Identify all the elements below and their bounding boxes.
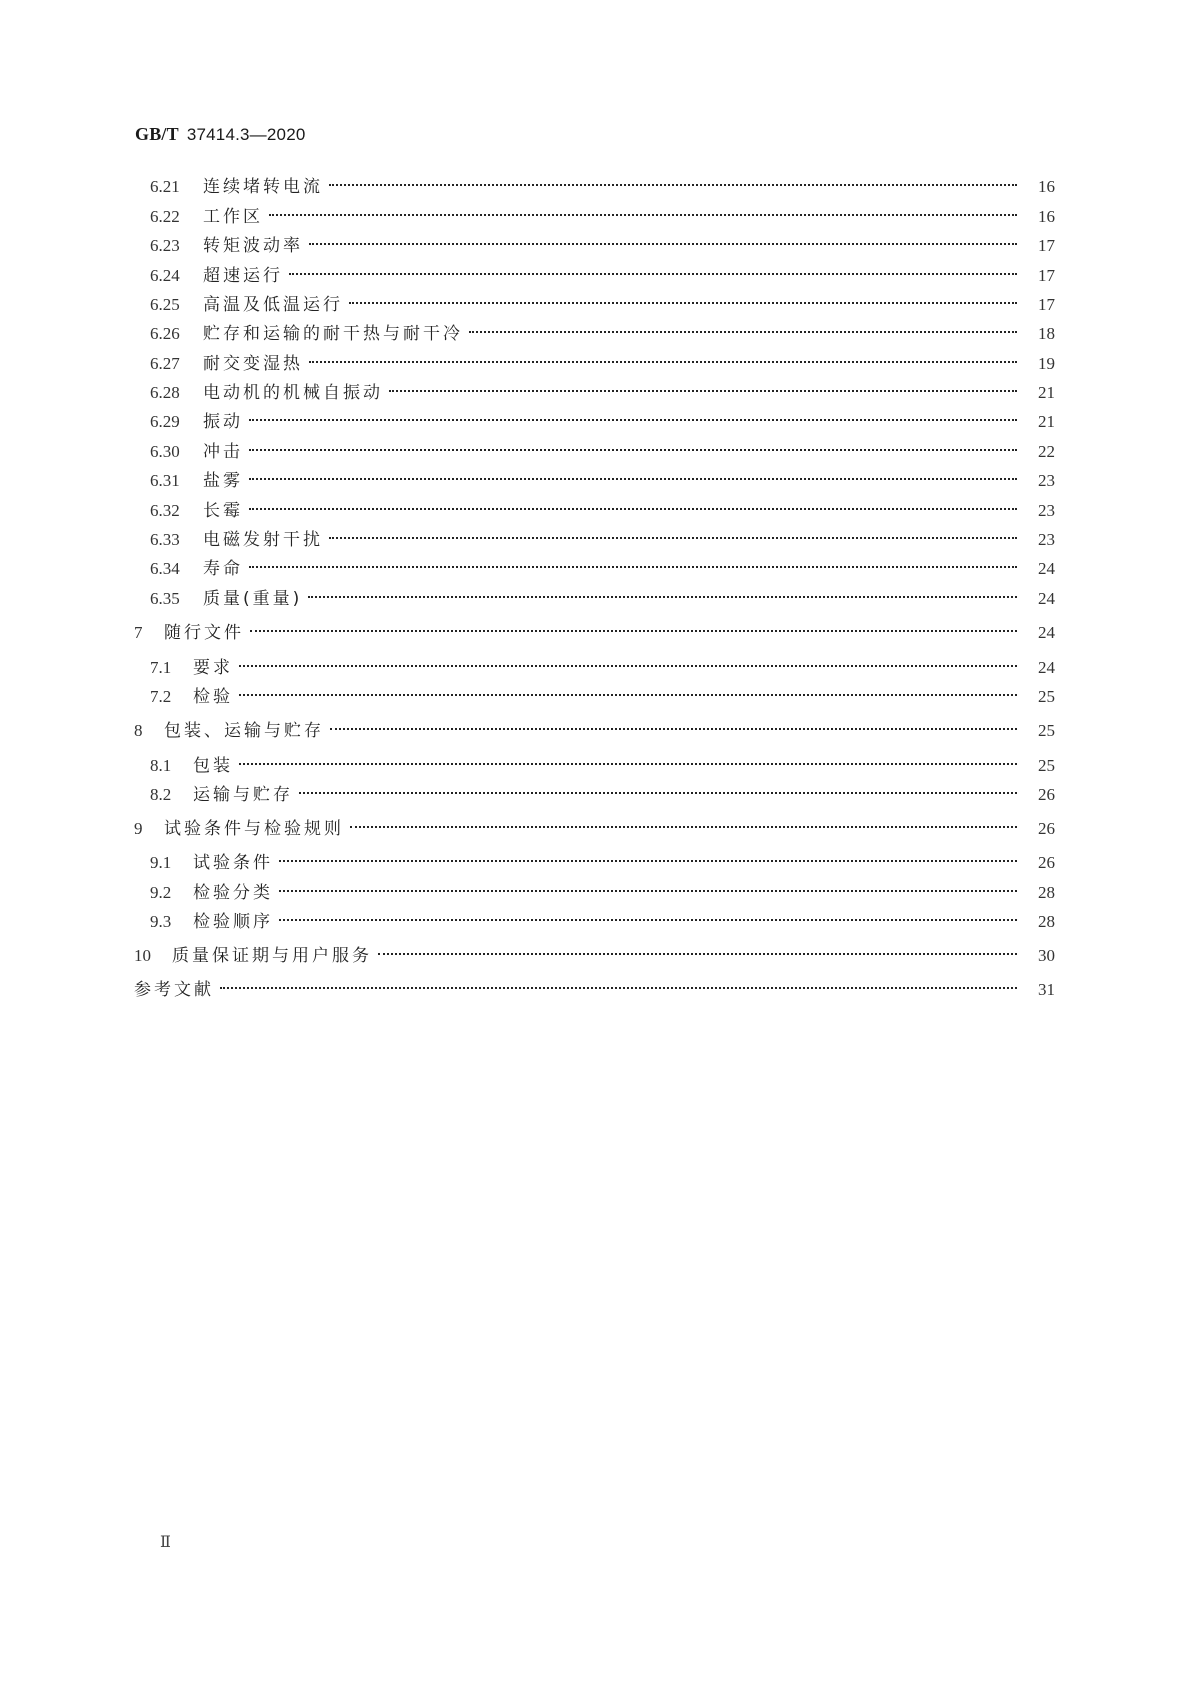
toc-section-title: 耐交变湿热	[203, 354, 303, 374]
toc-section-number: 6.33	[150, 530, 180, 549]
toc-section-number: 6.26	[150, 324, 180, 343]
toc-page-number: 23	[1038, 501, 1055, 520]
toc-page-number: 26	[1038, 785, 1055, 804]
toc-page-number: 16	[1038, 207, 1055, 226]
toc-dot-leader	[220, 973, 1017, 995]
toc-page-number: 21	[1038, 412, 1055, 431]
toc-section-title: 质量(重量)	[203, 589, 303, 609]
toc-page-number: 25	[1038, 756, 1055, 775]
toc-entry[interactable]	[150, 749, 1055, 777]
standard-prefix: GB/T	[135, 124, 179, 144]
toc-dot-leader	[239, 680, 1017, 702]
toc-section-number: 9	[134, 819, 143, 838]
toc-dot-leader	[289, 259, 1017, 281]
toc-section-title: 连续堵转电流	[203, 177, 323, 197]
toc-section-number: 8.1	[150, 756, 172, 775]
toc-entry[interactable]	[134, 812, 1055, 840]
toc-section-number: 6.27	[150, 354, 180, 373]
toc-page-number: 30	[1038, 946, 1055, 965]
toc-entry[interactable]	[150, 259, 1055, 287]
toc-section-number: 6.29	[150, 412, 180, 431]
toc-page-number: 17	[1038, 295, 1055, 314]
toc-section-number: 10	[134, 946, 151, 965]
toc-entry[interactable]	[150, 523, 1055, 551]
toc-page-number: 26	[1038, 819, 1055, 838]
toc-page-number: 24	[1038, 658, 1055, 677]
toc-entry[interactable]	[150, 876, 1055, 904]
toc-section-title: 包装	[193, 756, 233, 776]
toc-dot-leader	[249, 494, 1017, 516]
toc-entry[interactable]	[150, 229, 1055, 257]
toc-dot-leader	[249, 464, 1017, 486]
toc-page-number: 28	[1038, 912, 1055, 931]
toc-dot-leader	[249, 435, 1017, 457]
toc-page-number: 25	[1038, 687, 1055, 706]
toc-dot-leader	[279, 876, 1017, 898]
toc-section-number: 7.2	[150, 687, 172, 706]
toc-page-number: 22	[1038, 442, 1055, 461]
toc-page-number: 25	[1038, 721, 1055, 740]
toc-entry[interactable]	[150, 405, 1055, 433]
toc-dot-leader	[309, 229, 1017, 251]
toc-section-title: 转矩波动率	[203, 236, 303, 256]
toc-dot-leader	[279, 846, 1017, 868]
toc-dot-leader	[249, 405, 1017, 427]
toc-page-number: 23	[1038, 530, 1055, 549]
toc-dot-leader	[329, 170, 1017, 192]
toc-section-title: 要求	[193, 658, 233, 678]
toc-entry[interactable]	[150, 435, 1055, 463]
toc-section-number: 9.2	[150, 883, 172, 902]
toc-page-number: 24	[1038, 559, 1055, 578]
toc-entry[interactable]	[150, 846, 1055, 874]
toc-section-title: 检验顺序	[193, 912, 273, 932]
toc-entry[interactable]	[150, 905, 1055, 933]
toc-section-number: 9.3	[150, 912, 172, 931]
toc-section-number: 6.32	[150, 501, 180, 520]
toc-page-number: 18	[1038, 324, 1055, 343]
toc-section-title: 检验	[193, 687, 233, 707]
toc-section-number: 6.25	[150, 295, 180, 314]
document-header	[135, 124, 306, 145]
toc-section-number: 6.22	[150, 207, 180, 226]
toc-dot-leader	[378, 939, 1017, 961]
toc-section-title: 寿命	[203, 559, 243, 579]
toc-page-number: 24	[1038, 589, 1055, 608]
toc-dot-leader	[250, 616, 1017, 638]
toc-section-title: 工作区	[203, 207, 263, 227]
toc-dot-leader	[299, 778, 1017, 800]
toc-entry[interactable]	[150, 494, 1055, 522]
toc-entry[interactable]	[150, 317, 1055, 345]
toc-section-title: 运输与贮存	[193, 785, 293, 805]
toc-entry[interactable]	[150, 376, 1055, 404]
toc-entry[interactable]	[150, 778, 1055, 806]
toc-dot-leader	[279, 905, 1017, 927]
toc-section-title: 检验分类	[193, 883, 273, 903]
toc-section-number: 7	[134, 623, 143, 642]
toc-dot-leader	[308, 582, 1017, 604]
toc-dot-leader	[239, 749, 1017, 771]
toc-entry[interactable]	[150, 680, 1055, 708]
toc-section-number: 6.24	[150, 266, 180, 285]
toc-section-number: 6.23	[150, 236, 180, 255]
toc-dot-leader	[349, 288, 1017, 310]
toc-section-title: 贮存和运输的耐干热与耐干冷	[203, 324, 463, 344]
toc-entry[interactable]	[150, 582, 1055, 610]
toc-section-title: 高温及低温运行	[203, 295, 343, 315]
toc-section-title: 质量保证期与用户服务	[172, 946, 372, 966]
toc-entry[interactable]	[150, 170, 1055, 198]
toc-section-title: 试验条件与检验规则	[164, 819, 344, 839]
toc-section-title: 电动机的机械自振动	[203, 383, 383, 403]
toc-section-number: 6.21	[150, 177, 180, 196]
toc-page-number: 28	[1038, 883, 1055, 902]
toc-section-number: 7.1	[150, 658, 172, 677]
toc-section-number: 6.31	[150, 471, 180, 490]
toc-page-number: 24	[1038, 623, 1055, 642]
toc-section-title: 超速运行	[203, 266, 283, 286]
toc-entry[interactable]	[150, 552, 1055, 580]
toc-section-number: 6.30	[150, 442, 180, 461]
toc-section-title: 振动	[203, 412, 243, 432]
toc-section-title: 随行文件	[164, 623, 244, 643]
toc-dot-leader	[249, 552, 1017, 574]
toc-entry[interactable]	[134, 973, 1055, 1001]
toc-section-title: 试验条件	[193, 853, 273, 873]
page-number-footer: Ⅱ	[160, 1534, 171, 1551]
toc-dot-leader	[269, 200, 1017, 222]
toc-entry[interactable]	[134, 616, 1055, 644]
toc-section-title: 盐雾	[203, 471, 243, 491]
toc-dot-leader	[350, 812, 1017, 834]
toc-page-number: 21	[1038, 383, 1055, 402]
toc-dot-leader	[389, 376, 1017, 398]
toc-dot-leader	[309, 347, 1017, 369]
toc-section-number: 8.2	[150, 785, 172, 804]
toc-entry[interactable]	[150, 200, 1055, 228]
toc-page-number: 26	[1038, 853, 1055, 872]
toc-section-title: 电磁发射干扰	[203, 530, 323, 550]
toc-entry[interactable]	[150, 651, 1055, 679]
toc-entry[interactable]	[134, 714, 1055, 742]
toc-section-number: 6.28	[150, 383, 180, 402]
toc-section-title: 参考文献	[134, 980, 214, 1000]
standard-number: 37414.3—2020	[186, 125, 306, 144]
toc-entry[interactable]	[150, 347, 1055, 375]
toc-section-number: 6.34	[150, 559, 180, 578]
toc-page-number: 23	[1038, 471, 1055, 490]
toc-page-number: 17	[1038, 236, 1055, 255]
toc-dot-leader	[469, 317, 1017, 339]
toc-dot-leader	[329, 523, 1017, 545]
toc-section-number: 9.1	[150, 853, 172, 872]
toc-section-number: 6.35	[150, 589, 180, 608]
toc-section-title: 冲击	[203, 442, 243, 462]
toc-entry[interactable]	[150, 288, 1055, 316]
toc-entry[interactable]	[134, 939, 1055, 967]
toc-page-number: 16	[1038, 177, 1055, 196]
toc-page-number: 19	[1038, 354, 1055, 373]
toc-section-number: 8	[134, 721, 143, 740]
toc-section-title: 长霉	[203, 501, 243, 521]
toc-dot-leader	[330, 714, 1017, 736]
toc-entry[interactable]	[150, 464, 1055, 492]
toc-page-number: 31	[1038, 980, 1055, 999]
toc-dot-leader	[239, 651, 1017, 673]
toc-section-title: 包装、运输与贮存	[164, 721, 324, 741]
toc-page-number: 17	[1038, 266, 1055, 285]
